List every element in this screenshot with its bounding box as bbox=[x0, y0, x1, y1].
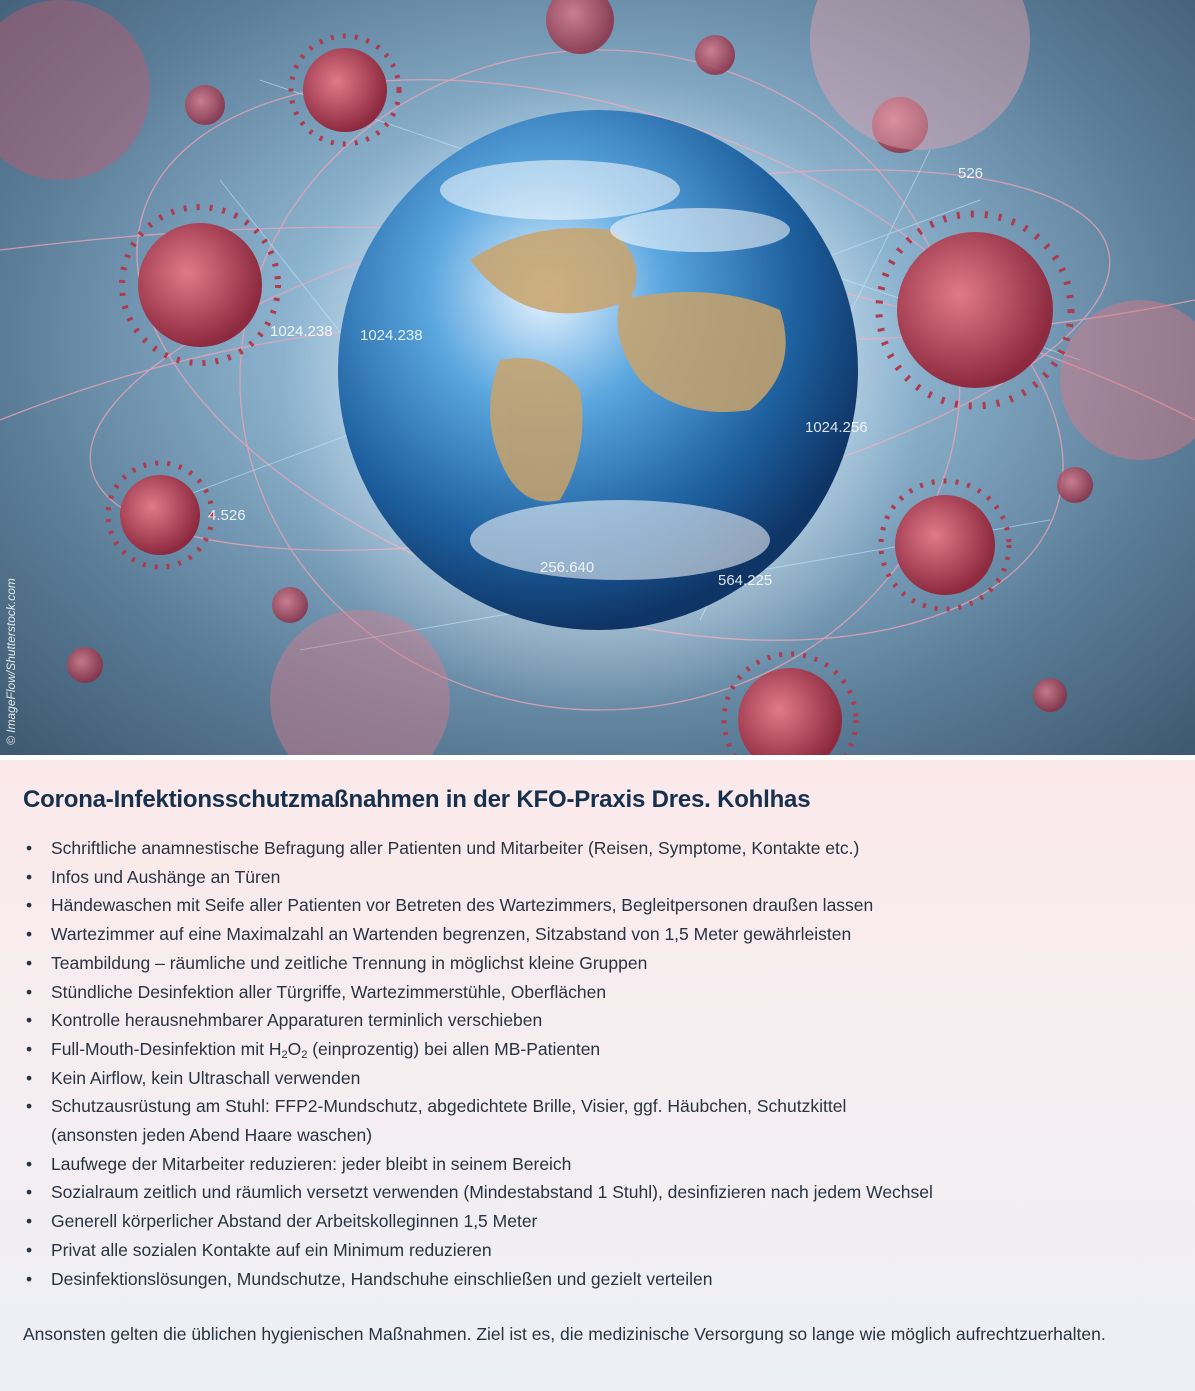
item-text: Schutzausrüstung am Stuhl: FFP2-Mundschutz, abgedichtete Brille, Visier, ggf. Häubchen, Schutzkittel bbox=[51, 1096, 847, 1117]
list-item: • Privat alle sozialen Kontakte auf ein Minimum reduzieren bbox=[23, 1236, 1173, 1265]
svg-text:526: 526 bbox=[958, 165, 984, 182]
svg-text:4.526: 4.526 bbox=[208, 507, 246, 524]
content-panel bbox=[0, 760, 1195, 1391]
closing-note: Ansonsten gelten die üblichen hygienischen Maßnahmen. Ziel ist es, die medizinische Versorgung so lange wie möglich aufrechtzuerhalten. bbox=[23, 1324, 1106, 1345]
subscript: 2 bbox=[301, 1048, 308, 1061]
measures-list bbox=[23, 834, 1173, 1293]
list-item: • Stündliche Desinfektion aller Türgriffe, Wartezimmerstühle, Oberflächen bbox=[23, 978, 1173, 1007]
list-item: • Desinfektionslösungen, Mundschutze, Handschuhe einschließen und gezielt verteilen bbox=[23, 1265, 1173, 1294]
list-item: • Kein Airflow, kein Ultraschall verwenden bbox=[23, 1064, 1173, 1093]
item-text: Full-Mouth-Desinfektion mit H bbox=[51, 1038, 282, 1059]
page-title: Corona-Infektionsschutzmaßnahmen in der KFO-Praxis Dres. Kohlhas bbox=[23, 786, 811, 813]
list-item-full-mouth bbox=[23, 1035, 1173, 1064]
list-item: • Laufwege der Mitarbeiter reduzieren: jeder bleibt in seinem Bereich bbox=[23, 1150, 1173, 1179]
virus-icon bbox=[108, 463, 212, 567]
list-item: • Wartezimmer auf eine Maximalzahl an Wartenden begrenzen, Sitzabstand von 1,5 Meter gewährleisten bbox=[23, 920, 1173, 949]
list-item: • Teambildung – räumliche und zeitliche Trennung in möglichst kleine Gruppen bbox=[23, 949, 1173, 978]
svg-text:1024.256: 1024.256 bbox=[805, 419, 868, 436]
list-item: • Händewaschen mit Seife aller Patienten vor Betreten des Wartezimmers, Begleitpersonen draußen lassen bbox=[23, 891, 1173, 920]
item-text: (einprozentig) bei allen MB-Patienten bbox=[307, 1038, 601, 1059]
list-item: • Schriftliche anamnestische Befragung aller Patienten und Mitarbeiter (Reisen, Symptome, Kontakte etc.) bbox=[23, 834, 1173, 863]
svg-text:1024.238: 1024.238 bbox=[270, 323, 333, 340]
subscript: 2 bbox=[281, 1048, 288, 1061]
virus-icon bbox=[122, 207, 278, 363]
image-credit: © ImageFlow/Shutterstock.com bbox=[4, 578, 18, 745]
virus-icon bbox=[879, 214, 1071, 406]
svg-text:256.640: 256.640 bbox=[540, 559, 595, 576]
list-item: • Generell körperlicher Abstand der Arbeitskolleginnen 1,5 Meter bbox=[23, 1207, 1173, 1236]
item-text: O bbox=[287, 1038, 302, 1059]
svg-text:1024.238: 1024.238 bbox=[360, 327, 423, 344]
item-text: (ansonsten jeden Abend Haare waschen) bbox=[51, 1125, 373, 1146]
svg-text:564.225: 564.225 bbox=[718, 572, 773, 589]
list-item: • Infos und Aushänge an Türen bbox=[23, 863, 1173, 892]
virus-icon bbox=[291, 36, 399, 144]
list-item: • Kontrolle herausnehmbarer Apparaturen terminlich verschieben bbox=[23, 1006, 1173, 1035]
list-item: • Sozialraum zeitlich und räumlich versetzt verwenden (Mindestabstand 1 Stuhl), desinfizieren nach jedem Wechsel bbox=[23, 1178, 1173, 1207]
list-item-protective-gear bbox=[23, 1092, 1173, 1149]
